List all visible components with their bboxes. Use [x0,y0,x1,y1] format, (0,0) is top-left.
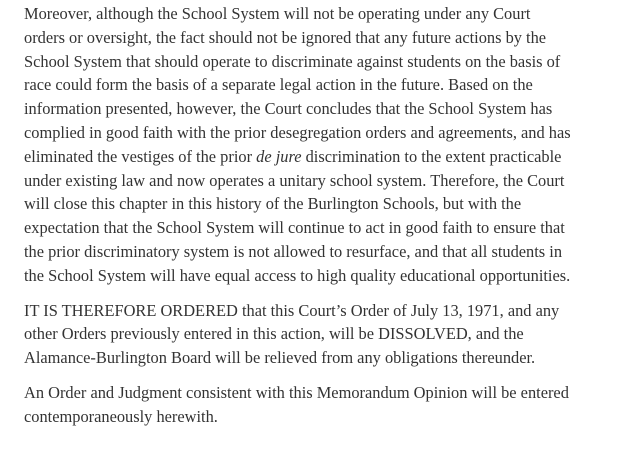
italic-term: de jure [256,146,302,166]
text-line: Alamance-Burlington Board will be relieved from any obligations thereunder. [24,348,536,368]
text-line: will close this chapter in this history of the Burlington Schools, but with the [24,194,522,214]
text-segment: eliminated the vestiges of the prior [24,146,257,166]
text-line: the prior discriminatory system is not allowed to resurface, and that all students in [24,241,563,261]
text-line: orders or oversight, the fact should not be ignored that any future actions by the [24,27,547,47]
text-segment: discrimination to the extent practicable [301,146,562,166]
text-line: the School System will have equal access to high quality educational opportunities. [24,265,571,285]
paragraph-order [24,299,626,370]
text-line: other Orders previously entered in this action, will be DISSOLVED, and the [24,324,524,344]
text-line [24,145,626,169]
text-line: complied in good faith with the prior desegregation orders and agreements, and has [24,122,571,142]
text-line: contemporaneously herewith. [24,406,218,426]
paragraph-findings [24,2,626,288]
text-line: An Order and Judgment consistent with this Memorandum Opinion will be entered [24,382,569,402]
text-line: Moreover, although the School System will not be operating under any Court [24,4,531,23]
text-line: race could form the basis of a separate legal action in the future. Based on the [24,75,533,95]
text-line: School System that should operate to discriminate against students on the basis of [24,51,561,71]
text-line: expectation that the School System will continue to act in good faith to ensure that [24,218,565,238]
text-line: under existing law and now operates a unitary school system. Therefore, the Court [24,170,565,190]
text-line: IT IS THEREFORE ORDERED that this Court’s Order of July 13, 1971, and any [24,300,560,320]
paragraph-judgment [24,381,626,429]
text-line: information presented, however, the Court concludes that the School System has [24,99,553,119]
